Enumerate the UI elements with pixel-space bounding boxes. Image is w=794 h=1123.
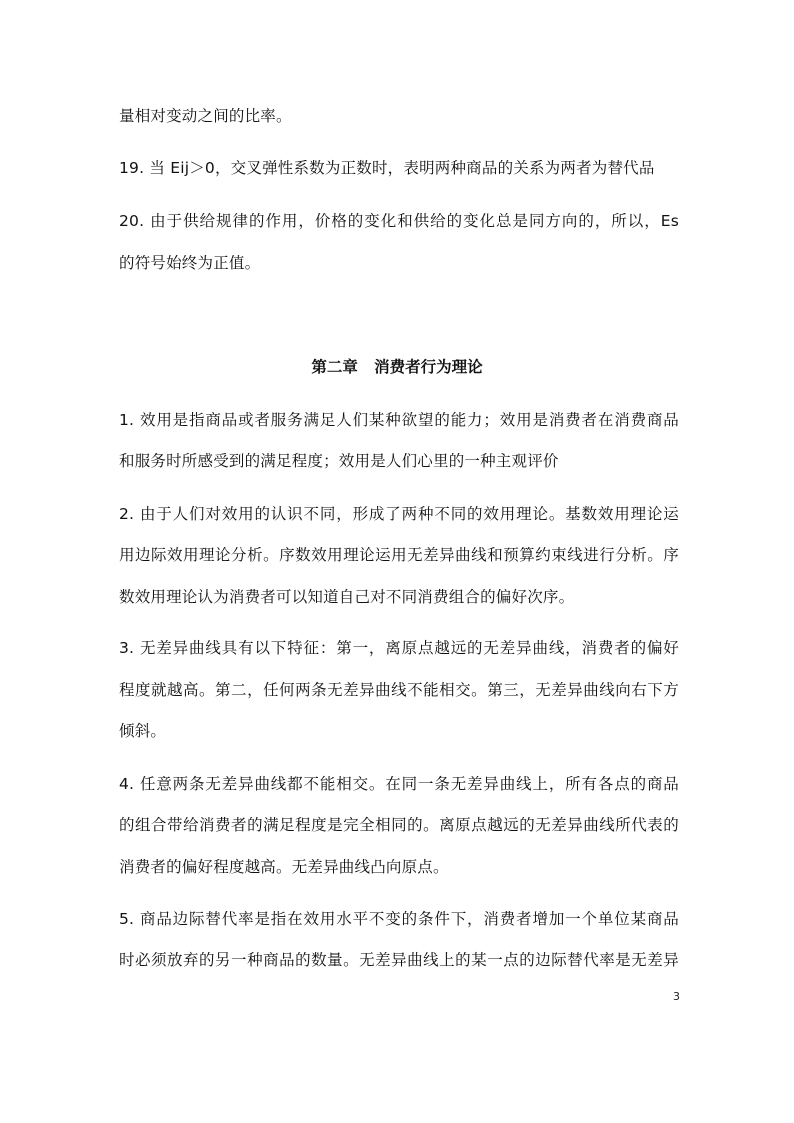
text-line: 的符号始终为正值。 <box>119 254 261 272</box>
text-line: 19. 当 Eij＞0，交叉弹性系数为正数时，表明两种商品的关系为两者为替代品 <box>119 159 655 177</box>
text-line: 消费者的偏好程度越高。无差异曲线凸向原点。 <box>119 858 449 876</box>
chapter-title: 第二章 消费者行为理论 <box>311 358 483 376</box>
text-line: 数效用理论认为消费者可以知道自己对不同消费组合的偏好次序。 <box>119 588 575 606</box>
text-line: 和服务时所感受到的满足程度；效用是人们心里的一种主观评价 <box>119 452 559 470</box>
text-line: 3. 无差异曲线具有以下特征：第一，离原点越远的无差异曲线，消费者的偏好 <box>119 639 679 657</box>
text-line: 4. 任意两条无差异曲线都不能相交。在同一条无差异曲线上，所有各点的商品 <box>119 775 679 793</box>
text-line: 用边际效用理论分析。序数效用理论运用无差异曲线和预算约束线进行分析。序 <box>119 546 679 564</box>
text-line: 1. 效用是指商品或者服务满足人们某种欲望的能力；效用是消费者在消费商品 <box>119 411 679 429</box>
text-line: 程度就越高。第二，任何两条无差异曲线不能相交。第三，无差异曲线向右下方 <box>119 681 679 699</box>
text-line: 时必须放弃的另一种商品的数量。无差异曲线上的某一点的边际替代率是无差异 <box>119 951 679 969</box>
text-line: 5. 商品边际替代率是指在效用水平不变的条件下，消费者增加一个单位某商品 <box>119 910 679 928</box>
text-line: 2. 由于人们对效用的认识不同，形成了两种不同的效用理论。基数效用理论运 <box>119 505 679 523</box>
text-line: 的组合带给消费者的满足程度是完全相同的。离原点越远的无差异曲线所代表的 <box>119 816 679 834</box>
text-line: 倾斜。 <box>119 722 167 740</box>
page-number: 3 <box>673 990 680 1003</box>
text-line: 20. 由于供给规律的作用，价格的变化和供给的变化总是同方向的，所以，Es <box>119 212 679 230</box>
text-line: 量相对变动之间的比率。 <box>119 107 292 125</box>
